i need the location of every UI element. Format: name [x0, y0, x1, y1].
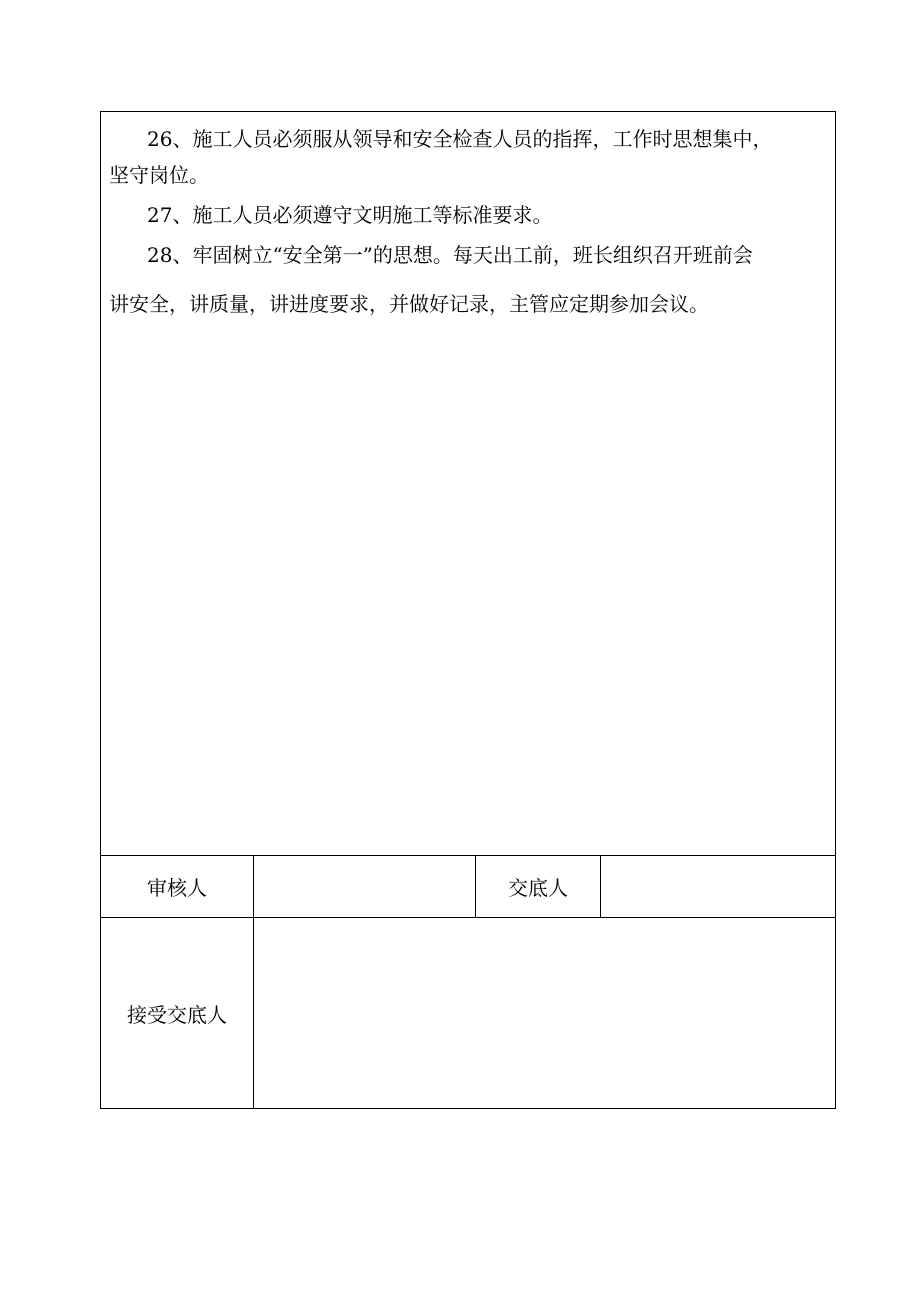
disclosure-form-table [100, 111, 836, 1109]
content-cell [101, 112, 835, 856]
reviewer-row [101, 856, 835, 918]
item-28-line-1: 28、牢固树立“安全第一”的思想。每天出工前，班长组织召开班前会 [147, 243, 753, 267]
recipients-label: 接受交底人 [127, 1002, 227, 1027]
discloser-value-cell[interactable] [601, 856, 835, 917]
recipients-row [101, 918, 835, 1108]
recipients-value-cell[interactable] [254, 918, 835, 1108]
item-26-line-1: 26、施工人员必须服从领导和安全检查人员的指挥，工作时思想集中， [147, 127, 773, 151]
reviewer-label: 审核人 [147, 876, 207, 900]
item-26-line-2: 坚守岗位。 [109, 163, 209, 187]
reviewer-value-cell[interactable] [254, 856, 475, 917]
item-27: 27、施工人员必须遵守文明施工等标准要求。 [147, 203, 553, 227]
item-28-line-2: 讲安全，讲质量，讲进度要求，并做好记录，主管应定期参加会议。 [109, 292, 709, 316]
discloser-label: 交底人 [508, 876, 568, 900]
